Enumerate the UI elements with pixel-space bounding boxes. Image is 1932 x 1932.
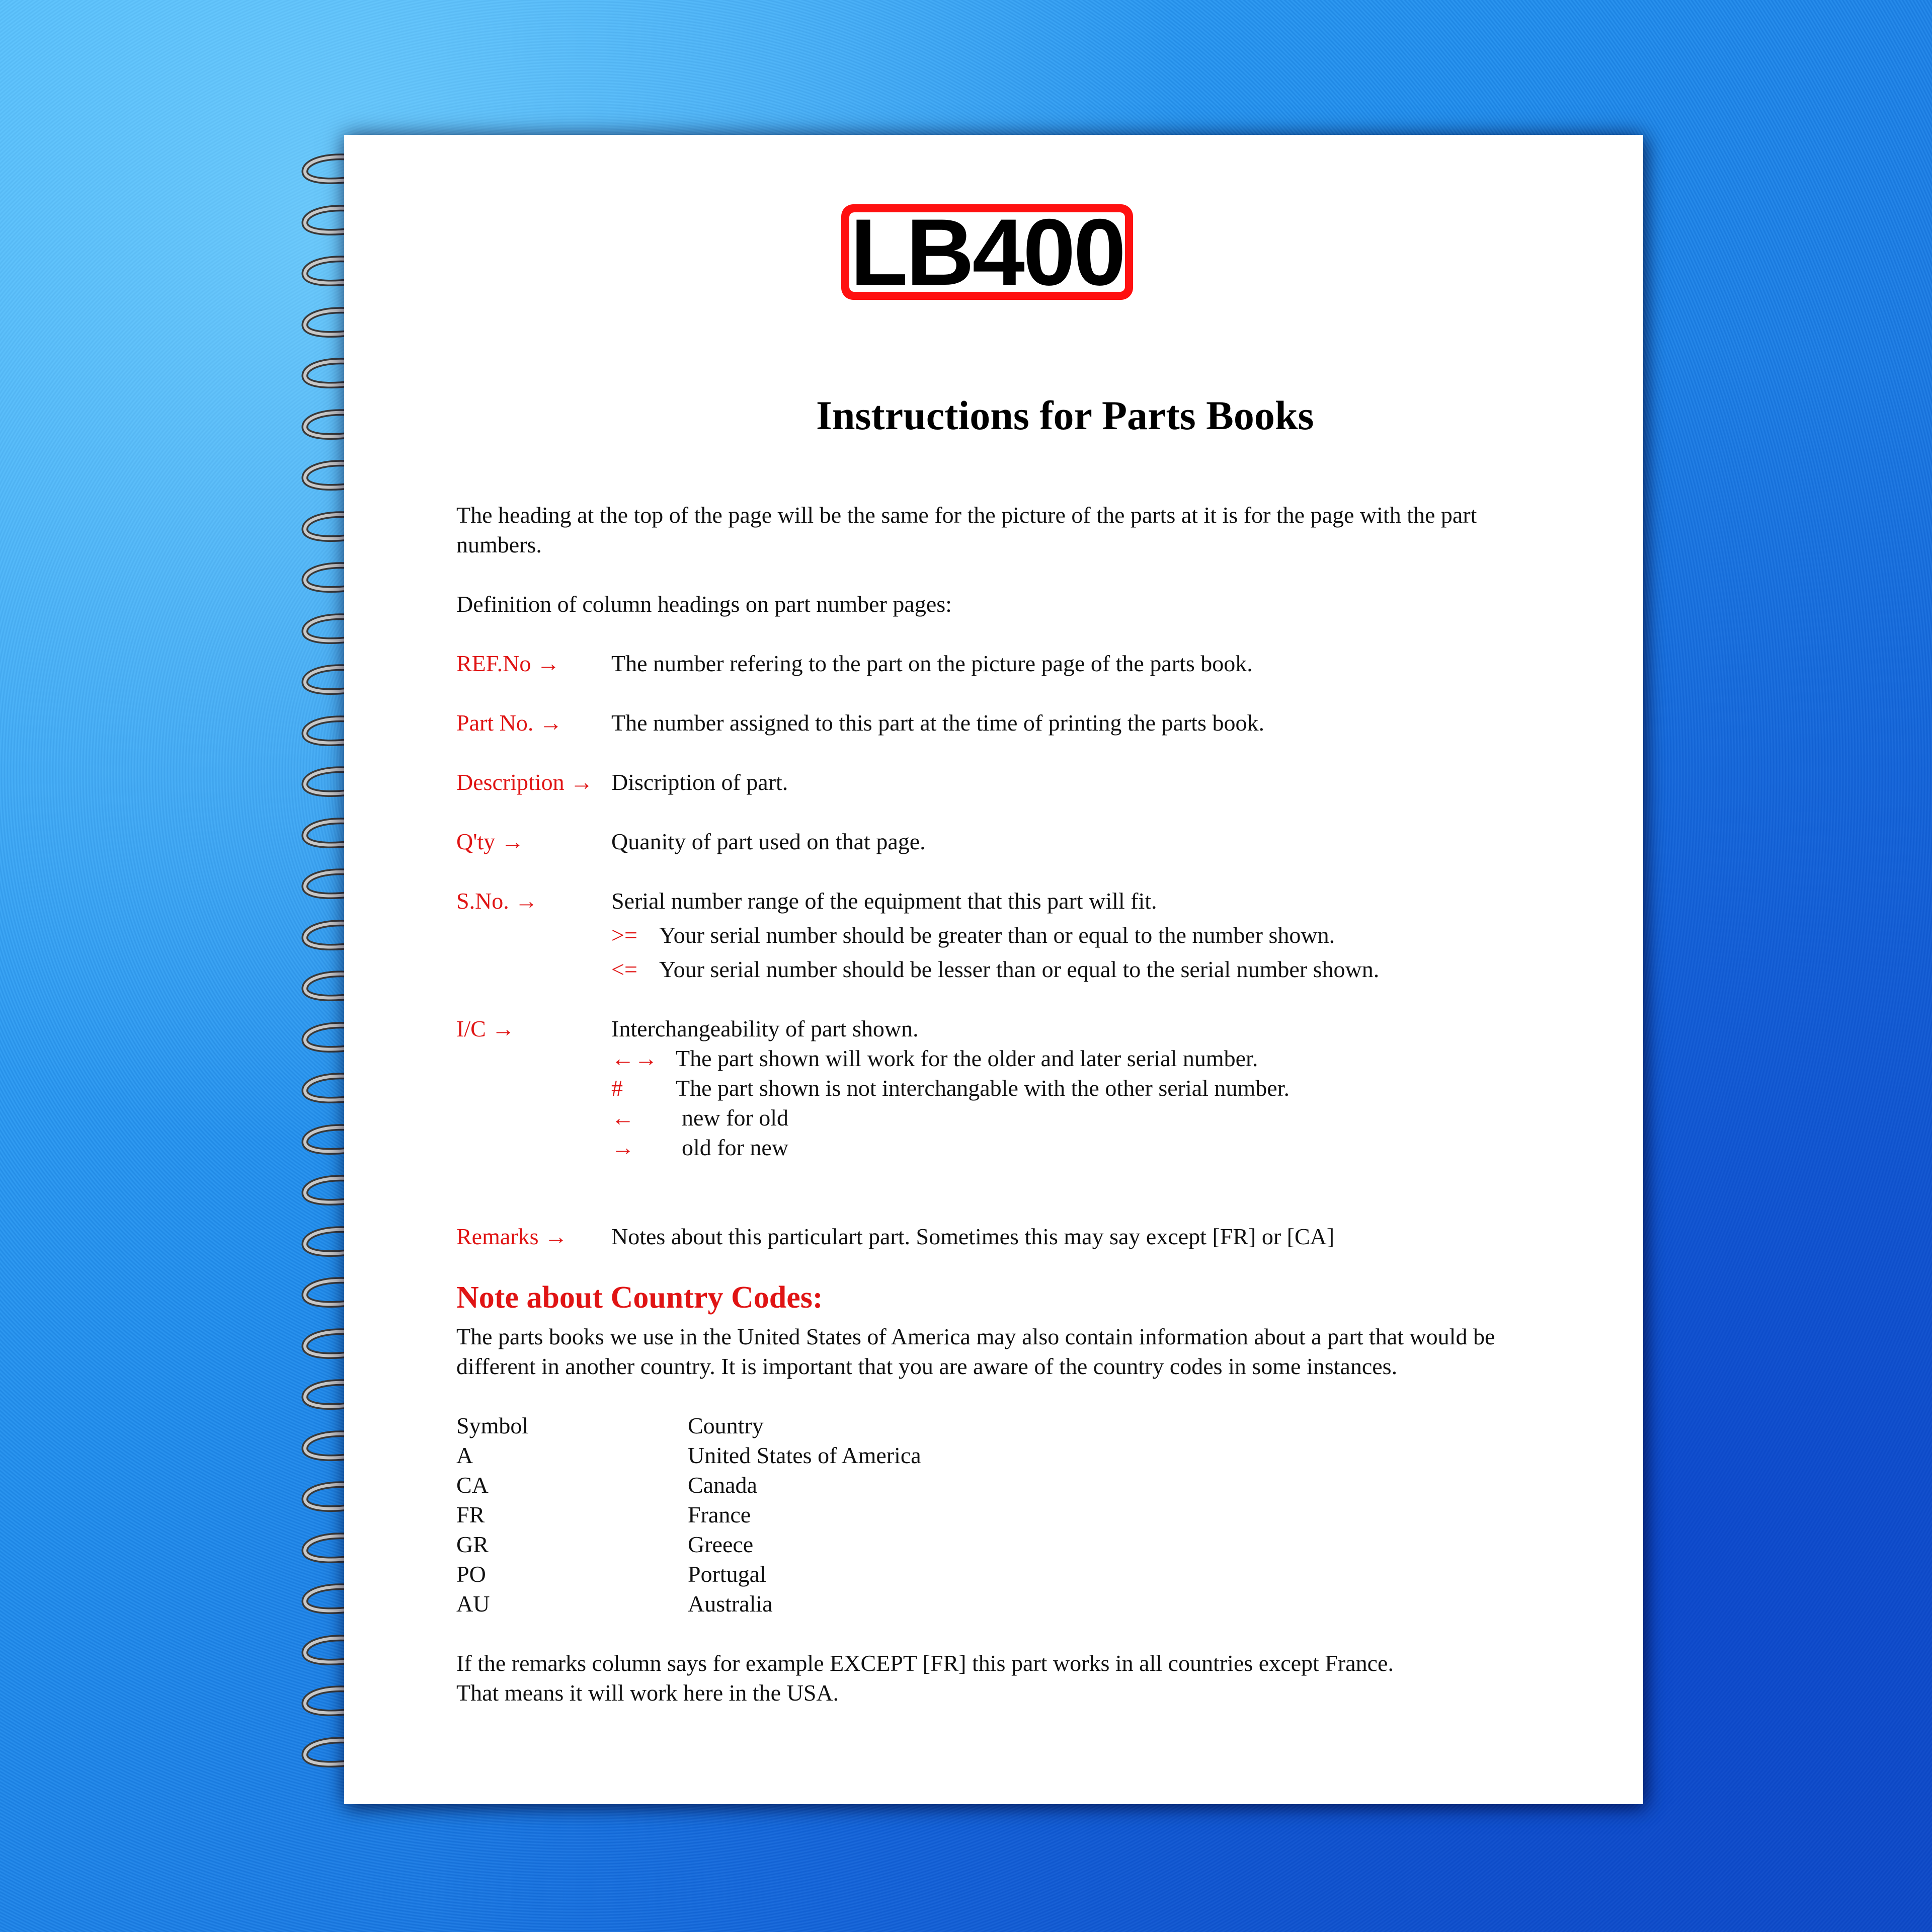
table-cell-country: Portugal (688, 1561, 766, 1587)
country-note-footer: If the remarks column says for example EXCEPT [FR] this part works in all countries except France. (456, 1650, 1394, 1676)
definition-desc-ic: Interchangeability of part shown. (611, 1016, 919, 1041)
ic-rule-text: The part shown is not interchangable with the other serial number. (676, 1075, 1290, 1101)
serial-rule-symbol: <= (611, 956, 637, 982)
definition-term-part-no: Part No. → (456, 710, 562, 736)
table-cell-country: Canada (688, 1472, 757, 1498)
definition-term-description: Description → (456, 769, 594, 795)
table-cell-symbol: GR (456, 1532, 489, 1557)
serial-rule-symbol: >= (611, 922, 637, 948)
definition-desc-ref-no: The number refering to the part on the picture page of the parts book. (611, 651, 1253, 676)
definition-desc-part-no: The number assigned to this part at the time of printing the parts book. (611, 710, 1264, 736)
ic-rule-text: new for old (682, 1105, 789, 1131)
country-note-text: The parts books we use in the United States of America may also contain information about a part that would be (456, 1324, 1495, 1349)
ic-rule-text: The part shown will work for the older and later serial number. (676, 1045, 1258, 1071)
table-cell-country: Greece (688, 1532, 754, 1557)
table-cell-symbol: AU (456, 1591, 490, 1617)
intro-line-2: numbers. (456, 532, 542, 557)
table-cell-country: Australia (688, 1591, 773, 1617)
definition-desc-description: Discription of part. (611, 769, 788, 795)
country-note-footer: That means it will work here in the USA. (456, 1680, 839, 1706)
ic-rule-symbol: # (611, 1075, 623, 1101)
definition-term-serial-no: S.No. → (456, 888, 538, 914)
table-header-symbol: Symbol (456, 1413, 529, 1438)
table-cell-country: France (688, 1502, 751, 1527)
country-note-heading: Note about Country Codes: (456, 1280, 823, 1315)
country-note-text: different in another country. It is important that you are aware of the country codes in some instances. (456, 1353, 1398, 1379)
ic-rule-symbol: → (611, 1135, 634, 1160)
serial-rule-text: Your serial number should be lesser than or equal to the serial number shown. (659, 956, 1380, 982)
definition-desc-remarks: Notes about this particulart part. Sometimes this may say except [FR] or [CA] (611, 1224, 1335, 1249)
page-title: Instructions for Parts Books (816, 392, 1314, 438)
ic-rule-symbol: ← (611, 1105, 634, 1131)
definition-term-ic: I/C → (456, 1016, 515, 1041)
intro-line-1: The heading at the top of the page will be the same for the picture of the parts at it is for the page with the part (456, 502, 1477, 528)
definition-heading: Definition of column headings on part number pages: (456, 591, 952, 617)
model-logo-badge (841, 199, 1133, 305)
definition-desc-serial-no: Serial number range of the equipment that this part will fit. (611, 888, 1157, 914)
table-cell-symbol: CA (456, 1472, 489, 1498)
definition-term-ref-no: REF.No → (456, 651, 560, 676)
model-logo-text: LB400 (850, 199, 1124, 305)
serial-rule-text: Your serial number should be greater than or equal to the number shown. (659, 922, 1335, 948)
ic-rule-symbol: ←→ (611, 1045, 658, 1071)
table-cell-symbol: FR (456, 1502, 485, 1527)
definition-term-remarks: Remarks → (456, 1224, 568, 1249)
table-cell-symbol: A (456, 1442, 473, 1468)
definition-desc-qty: Quanity of part used on that page. (611, 829, 926, 854)
table-header-country: Country (688, 1413, 764, 1438)
table-cell-symbol: PO (456, 1561, 486, 1587)
ic-rule-text: old for new (682, 1135, 789, 1160)
definition-term-qty: Q'ty → (456, 829, 524, 854)
table-cell-country: United States of America (688, 1442, 921, 1468)
